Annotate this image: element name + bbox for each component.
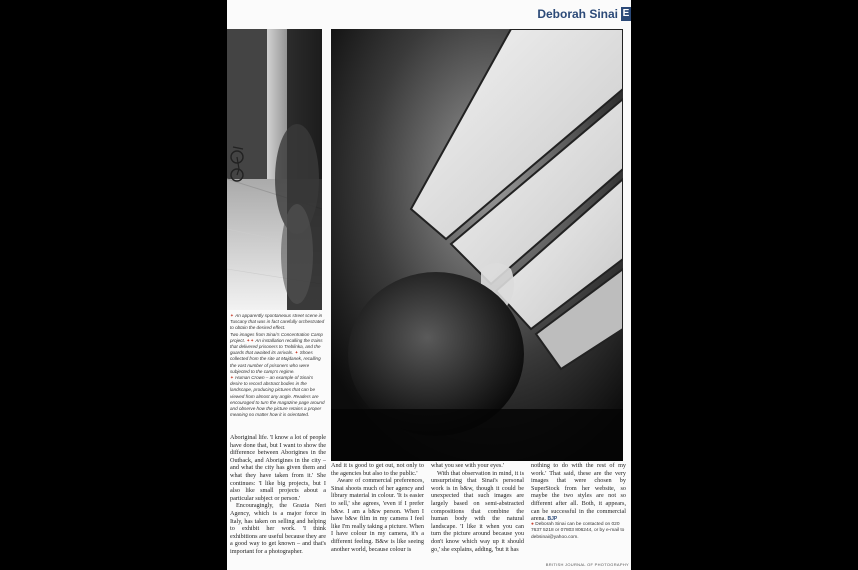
caption-bullet-icon: ✦ xyxy=(294,350,300,356)
street-scene-image xyxy=(227,29,322,310)
contact-info xyxy=(531,522,627,541)
page-footer: BRITISH JOURNAL OF PHOTOGRAPHY xyxy=(545,562,629,567)
caption-text: Shoes collected from the site at Majdanek, recalling the vast number of prisoners who were subjected to the camp's regime. xyxy=(230,350,321,374)
caption-text: An installation recalling the trains that delivered prisoners to Treblinka, and the guards that awaited its arrivals. xyxy=(230,337,323,356)
caption-bullet-icon: ✦✦ xyxy=(246,337,256,343)
end-mark: BJP xyxy=(547,516,558,523)
paragraph: Encouragingly, the Grazia Neri Agency, which is a major force in Italy, has taken on selling and helping to exhibit her work. 'I think exhibitions are useful because they are a good way to get known – and that's important for a photographer. xyxy=(230,502,326,555)
photo-captions xyxy=(230,313,326,418)
page-header xyxy=(537,6,631,22)
caption-text: Human Crown – an example of Sinai's desire to record abstract bodies in the landscape, producing pictures that can be viewed from almost any angle. Readers are encouraged to turn the magazine page around and observe how the picture retains a proper meaning no matter how it is orientated. xyxy=(230,375,325,418)
body-column-1 xyxy=(230,434,326,556)
main-photo xyxy=(331,29,623,461)
body-column-2 xyxy=(331,462,424,553)
main-image xyxy=(331,29,623,461)
street-scene-photo xyxy=(227,29,322,310)
paragraph: Aware of commercial preferences, Sinai shoots much of her agency and library material in colour. 'It is easier to sell,' she agrees, 'even if I prefer b&w. I am a b&w person. When I have b&w film in my camera I feel like I'm really taking a picture. When I have colour in my camera, it's a different feeling. B&w is like seeing another world, because colour is xyxy=(331,477,424,553)
paragraph: And it is good to get out, not only to the agencies but also to the public.' xyxy=(331,462,424,477)
paragraph: what you see with your eyes.' xyxy=(431,462,504,469)
photographer-name: Deborah Sinai xyxy=(537,7,618,21)
caption-text: Two images from Sinai's Concentration Camp project. xyxy=(230,331,323,343)
contact-bullet-icon: ● xyxy=(531,522,536,527)
paragraph: With that observation in mind, it is unsurprising that Sinai's personal work is in b&w, though it could be unexpected that such images are largely based on semi-abstracted compositions that combine the human body with the natural landscape. 'I like it when you can turn the picture around because you don't know which way up it should go,' she explains, adding, 'but it has xyxy=(431,469,524,553)
contact-text: Deborah Sinai can be contacted on 020 7637 5218 or 07803 806244, or by e-mail to debsinai@yahoo.com. xyxy=(531,522,625,540)
caption-bullet-icon: ✦ xyxy=(230,375,236,381)
paragraph: nothing to do with the rest of my work.' That said, these are the very images that were chosen by SuperStock from her website, so maybe the two styles are not so different after all. Both, it appears, can be successful in the commercial arena. xyxy=(531,462,626,523)
paragraph: Aboriginal life. 'I know a lot of people have done that, but I want to show the difference between Aborigines in the Outback, and Aborigines in the city – and what the city has given them and what they have taken from it.' She continues: 'I like big projects, but I also like small projects about a particular subject or person.' xyxy=(230,434,326,502)
caption-bullet-icon: ✦ xyxy=(230,313,236,318)
caption-text: An apparently spontaneous street scene in Tuscany that was in fact carefully orchestrated to obtain the desired effect. xyxy=(230,313,325,331)
magazine-page xyxy=(227,0,631,570)
section-tab: E xyxy=(622,8,630,19)
body-column-4 xyxy=(531,462,626,524)
body-column-3 xyxy=(431,462,524,553)
